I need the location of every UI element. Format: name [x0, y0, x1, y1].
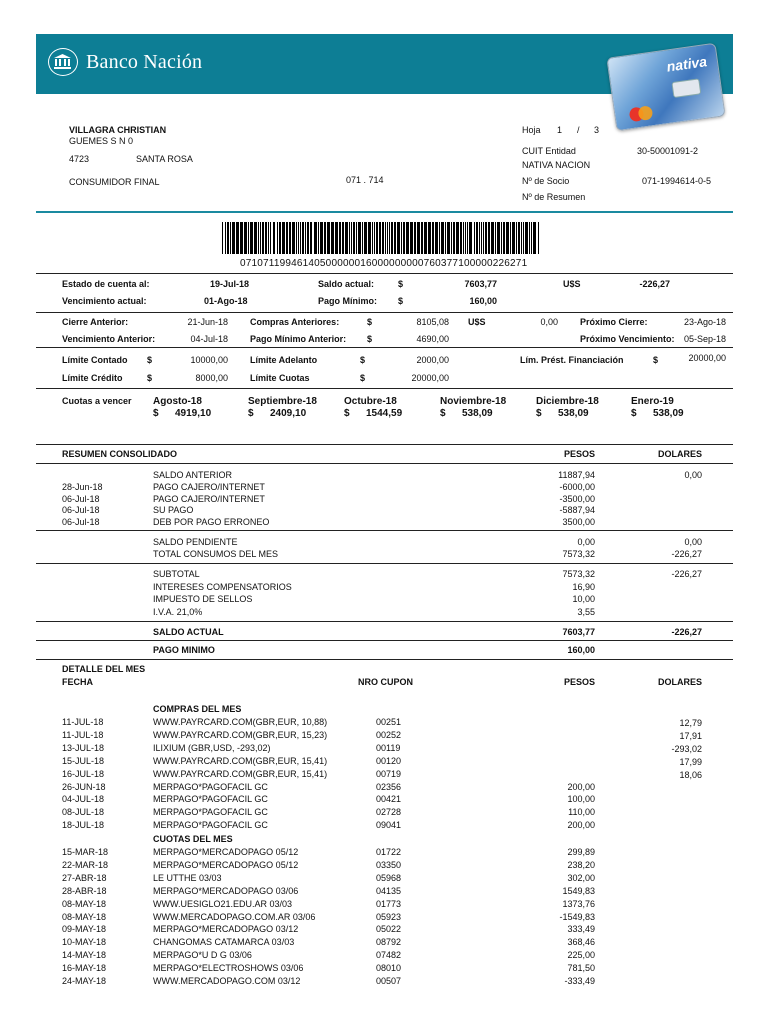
compras-ant-label: Compras Anteriores: [250, 317, 340, 327]
divider [36, 273, 733, 274]
saldo-cur: $ [398, 279, 404, 289]
cuota-month: Noviembre-18 [440, 396, 507, 407]
mastercard-icon [629, 105, 655, 122]
cuota-cupon: 01722 [376, 847, 402, 857]
sheet-total: 3 [594, 125, 600, 135]
prox-vto-value: 05-Sep-18 [683, 334, 726, 344]
cuota-date: 15-MAR-18 [62, 847, 109, 857]
compra-date: 16-JUL-18 [62, 768, 105, 779]
divider [36, 530, 733, 531]
credito-value: 8000,00 [195, 373, 228, 383]
resumen-row-desc: INTERESES COMPENSATORIOS [153, 581, 292, 592]
prest-cur: $ [653, 355, 659, 365]
cierre-ant-value: 21-Jun-18 [187, 317, 228, 327]
resumen-row-date: 06-Jul-18 [62, 493, 100, 504]
compra-desc: WWW.PAYRCARD.COM(GBR,EUR, 15,23) [153, 729, 328, 740]
cuota-date: 10-MAY-18 [62, 937, 107, 948]
resumen-row-pesos: 3500,00 [562, 517, 595, 528]
cuota-date: 22-MAR-18 [62, 859, 109, 870]
compra-desc: WWW.PAYRCARD.COM(GBR,EUR, 15,41) [153, 755, 328, 766]
resumen-title: RESUMEN CONSOLIDADO [62, 449, 178, 459]
usd-label: U$S [563, 279, 581, 289]
compra-desc: WWW.PAYRCARD.COM(GBR,EUR, 10,88) [153, 717, 328, 727]
compra-date: 04-JUL-18 [62, 794, 105, 805]
header-banner [36, 34, 733, 94]
resumen-row-desc: SU PAGO [153, 505, 194, 516]
cuota-cupon: 07482 [376, 950, 402, 961]
cuota-amount: 538,09 [558, 408, 589, 419]
cuota-amount: 2409,10 [270, 408, 307, 419]
cuit-label: CUIT Entidad [522, 146, 576, 156]
estado-value: 19-Jul-18 [210, 279, 250, 289]
cuota-desc: WWW.MERCADOPAGO.COM 03/12 [153, 976, 301, 986]
divider [36, 659, 733, 660]
cuota-desc: LE UTTHE 03/03 [153, 872, 222, 883]
pago-minimo-pesos: 160,00 [567, 645, 595, 655]
compra-date: 13-JUL-18 [62, 742, 105, 753]
pago-minimo-label: PAGO MINIMO [153, 645, 215, 655]
cuota-pesos: 333,49 [567, 924, 595, 935]
cuota-pesos: -1549,83 [559, 911, 595, 922]
compras-ant-cur: $ [367, 317, 373, 327]
cuota-pesos: 302,00 [567, 872, 595, 883]
socio-label: Nº de Socio [522, 176, 570, 186]
resumen-row-desc: SALDO PENDIENTE [153, 537, 238, 547]
vto-ant-label: Vencimiento Anterior: [62, 334, 156, 344]
cuota-amount: 538,09 [653, 408, 684, 419]
resumen-row-desc: TOTAL CONSUMOS DEL MES [153, 548, 279, 559]
resumen-row-desc: SALDO ANTERIOR [153, 470, 233, 480]
saldo-value: 7603,77 [464, 279, 497, 289]
cuota-currency: $ [153, 408, 159, 419]
compra-date: 26-JUN-18 [62, 781, 106, 792]
cuota-month: Agosto-18 [153, 396, 202, 407]
cierre-ant-label: Cierre Anterior: [62, 317, 129, 327]
saldo-actual-dolares: -226,27 [671, 627, 702, 637]
cuota-desc: CHANGOMAS CATAMARCA 03/03 [153, 937, 295, 948]
cuotas-title: CUOTAS DEL MES [153, 834, 233, 844]
contado-cur: $ [147, 355, 153, 365]
bank-name: Banco Nación [86, 51, 203, 73]
resumen-row-desc: I.V.A. 21,0% [153, 606, 203, 617]
divider [36, 463, 733, 464]
compras-title: COMPRAS DEL MES [153, 704, 242, 714]
resumen-row-date: 06-Jul-18 [62, 517, 100, 528]
divider [36, 312, 733, 313]
resumen-row-dolares: -226,27 [671, 548, 702, 559]
cuota-pesos: 299,89 [567, 847, 595, 857]
compra-cupon: 00120 [376, 755, 402, 766]
compra-pesos: 200,00 [567, 781, 595, 792]
resumen-row-desc: SUBTOTAL [153, 569, 200, 579]
resumen-row-desc: PAGO CAJERO/INTERNET [153, 481, 265, 492]
vto-value: 01-Ago-18 [204, 296, 248, 306]
resumen-row-desc: IMPUESTO DE SELLOS [153, 594, 253, 604]
contado-label: Límite Contado [62, 355, 128, 365]
compras-usd-value: 0,00 [540, 317, 558, 327]
resumen-row-pesos: 0,00 [577, 537, 595, 547]
cuota-cupon: 08010 [376, 963, 402, 974]
resumen-row-pesos: 16,90 [572, 581, 595, 592]
divider [36, 621, 733, 622]
resumen-row-date: 28-Jun-18 [62, 481, 103, 492]
divider [36, 640, 733, 641]
compra-dolares: 12,79 [679, 718, 702, 728]
compra-pesos: 200,00 [567, 820, 595, 831]
cuota-month: Octubre-18 [344, 396, 397, 407]
accent-divider [36, 211, 733, 213]
compra-desc: WWW.PAYRCARD.COM(GBR,EUR, 15,41) [153, 768, 328, 779]
estado-label: Estado de cuenta al: [62, 279, 150, 289]
compra-date: 08-JUL-18 [62, 807, 105, 818]
tax-condition: CONSUMIDOR FINAL [69, 177, 160, 187]
compra-cupon: 00252 [376, 729, 402, 740]
compra-desc: MERPAGO*PAGOFACIL GC [153, 807, 268, 818]
resumen-dolares-label: DOLARES [657, 449, 702, 459]
cuota-pesos: -333,49 [564, 976, 595, 986]
cuota-currency: $ [248, 408, 254, 419]
credito-label: Límite Crédito [62, 373, 123, 383]
resumen-row-pesos: -5887,94 [559, 505, 595, 516]
adelanto-cur: $ [360, 355, 366, 365]
resumen-pesos-label: PESOS [563, 449, 595, 459]
cuota-month: Enero-19 [631, 396, 674, 407]
cuota-cupon: 03350 [376, 859, 402, 870]
compra-cupon: 00119 [376, 742, 401, 753]
cuota-pesos: 238,20 [567, 859, 595, 870]
cuota-currency: $ [344, 408, 350, 419]
card-brand: nativa [665, 53, 708, 75]
compra-dolares: 17,91 [679, 730, 702, 741]
cuota-cupon: 05022 [376, 924, 402, 935]
cuota-amount: 538,09 [462, 408, 493, 419]
cuota-month: Septiembre-18 [248, 396, 317, 407]
sheet-sep: / [577, 125, 580, 135]
compras-usd-label: U$S [468, 317, 486, 327]
cuota-currency: $ [631, 408, 637, 419]
usd-value: -226,27 [639, 279, 670, 289]
compra-desc: ILIXIUM (GBR,USD, -293,02) [153, 742, 271, 753]
compra-dolares: 18,06 [679, 769, 702, 780]
compra-cupon: 00251 [376, 717, 402, 727]
saldo-actual-pesos: 7603,77 [562, 627, 595, 637]
cuota-cupon: 00507 [376, 976, 402, 986]
prox-cierre-value: 23-Ago-18 [683, 317, 726, 327]
cuota-cupon: 05968 [376, 872, 402, 883]
compra-dolares: -293,02 [671, 743, 702, 754]
resumen-row-dolares: 0,00 [684, 470, 702, 480]
pmin-ant-cur: $ [367, 334, 373, 344]
prest-label: Lím. Prést. Financiación [520, 355, 624, 365]
cuota-cupon: 04135 [376, 885, 402, 896]
prox-vto-label: Próximo Vencimiento: [580, 334, 675, 344]
compra-desc: MERPAGO*PAGOFACIL GC [153, 781, 268, 792]
cuota-date: 08-MAY-18 [62, 911, 107, 922]
vto-label: Vencimiento actual: [62, 296, 147, 306]
cuotas-limit-label: Límite Cuotas [250, 373, 310, 383]
cuota-amount: 1544,59 [366, 408, 403, 419]
resumen-row-date: 06-Jul-18 [62, 505, 100, 516]
cuota-currency: $ [440, 408, 446, 419]
sheet-page: 1 [557, 125, 563, 135]
adelanto-value: 2000,00 [416, 355, 449, 365]
saldo-actual-label: SALDO ACTUAL [153, 627, 224, 637]
resumen-row-pesos: 7573,32 [562, 548, 595, 559]
cuota-desc: WWW.UESIGLO21.EDU.AR 03/03 [153, 898, 293, 909]
compra-pesos: 100,00 [567, 794, 595, 805]
customer-postal-code: 4723 [69, 154, 90, 164]
cupon-header: NRO CUPON [358, 677, 414, 687]
barcode-image [222, 222, 540, 254]
compra-desc: MERPAGO*PAGOFACIL GC [153, 794, 268, 805]
resumen-row-pesos: 7573,32 [562, 569, 595, 579]
vto-ant-value: 04-Jul-18 [190, 334, 228, 344]
customer-city: SANTA ROSA [136, 154, 193, 164]
branch-code: 071 . 714 [346, 175, 384, 185]
resumen-row-pesos: 10,00 [572, 594, 595, 604]
compra-cupon: 00719 [376, 768, 402, 779]
cuota-pesos: 1549,83 [562, 885, 595, 896]
divider [36, 563, 733, 564]
cuotas-vencer-label: Cuotas a vencer [62, 396, 132, 406]
compra-cupon: 02356 [376, 781, 402, 792]
cuota-date: 16-MAY-18 [62, 963, 107, 974]
cuota-desc: MERPAGO*MERCADOPAGO 03/12 [153, 924, 299, 935]
cuota-date: 09-MAY-18 [62, 924, 107, 935]
cuota-desc: MERPAGO*MERCADOPAGO 05/12 [153, 859, 299, 870]
resumen-row-pesos: -6000,00 [559, 481, 595, 492]
credito-cur: $ [147, 373, 153, 383]
divider [36, 388, 733, 389]
cuotas-limit-value: 20000,00 [411, 373, 449, 383]
cuota-pesos: 781,50 [567, 963, 595, 974]
bank-building-icon [48, 48, 78, 76]
detalle-dolares-header: DOLARES [657, 677, 702, 687]
cuota-date: 14-MAY-18 [62, 950, 107, 961]
resumen-row-pesos: -3500,00 [559, 493, 595, 504]
compra-pesos: 110,00 [568, 807, 595, 818]
card-chip-icon [671, 78, 701, 98]
cuota-date: 24-MAY-18 [62, 976, 107, 986]
resumen-row-pesos: 11887,94 [558, 470, 595, 480]
entity-name: NATIVA NACION [522, 160, 591, 170]
contado-value: 10000,00 [190, 355, 228, 365]
barcode-number: 0710711994614050000001600000000076037710000022627​1 [240, 258, 528, 269]
cuota-pesos: 368,46 [567, 937, 595, 948]
cuit-value: 30-50001091-2 [637, 146, 699, 156]
compra-date: 15-JUL-18 [62, 755, 105, 766]
compra-cupon: 09041 [376, 820, 402, 831]
customer-address: GUEMES S N 0 [69, 136, 134, 146]
resumen-row-dolares: 0,00 [684, 537, 702, 547]
cuota-date: 28-ABR-18 [62, 885, 107, 896]
compra-cupon: 02728 [376, 807, 402, 818]
cuota-date: 08-MAY-18 [62, 898, 107, 909]
resumen-label: Nº de Resumen [522, 192, 586, 202]
resumen-row-desc: DEB POR PAGO ERRONEO [153, 517, 270, 528]
pmin-value: 160,00 [469, 296, 497, 306]
pmin-cur: $ [398, 296, 404, 306]
sheet-label: Hoja [522, 125, 541, 135]
cuota-pesos: 225,00 [567, 950, 595, 961]
divider [36, 444, 733, 445]
compra-date: 11-JUL-18 [62, 717, 104, 727]
cuota-cupon: 05923 [376, 911, 402, 922]
cuota-desc: MERPAGO*U D G 03/06 [153, 950, 252, 961]
detalle-title: DETALLE DEL MES [62, 664, 146, 674]
resumen-row-desc: PAGO CAJERO/INTERNET [153, 493, 265, 504]
customer-name: VILLAGRA CHRISTIAN [69, 125, 167, 135]
pmin-ant-label: Pago Mínimo Anterior: [250, 334, 347, 344]
pmin-label: Pago Mínimo: [318, 296, 377, 306]
cuota-amount: 4919,10 [175, 408, 212, 419]
compra-date: 11-JUL-18 [62, 729, 104, 740]
pmin-ant-value: 4690,00 [416, 334, 449, 344]
compras-ant-value: 8105,08 [416, 317, 449, 327]
compra-date: 18-JUL-18 [62, 820, 105, 831]
credit-card-image [606, 43, 725, 132]
prox-cierre-label: Próximo Cierre: [580, 317, 648, 327]
prest-value: 20000,00 [688, 353, 726, 363]
compra-desc: MERPAGO*PAGOFACIL GC [153, 820, 268, 831]
cuota-currency: $ [536, 408, 542, 419]
saldo-label: Saldo actual: [318, 279, 375, 289]
cuota-cupon: 08792 [376, 937, 402, 948]
resumen-row-dolares: -226,27 [671, 569, 702, 579]
resumen-row-pesos: 3,55 [577, 606, 595, 617]
compra-dolares: 17,99 [679, 756, 702, 767]
cuota-pesos: 1373,76 [562, 898, 595, 909]
adelanto-label: Límite Adelanto [250, 355, 318, 365]
socio-value: 071-1994614-0-5 [642, 176, 712, 186]
cuota-desc: MERPAGO*MERCADOPAGO 05/12 [153, 847, 299, 857]
fecha-header: FECHA [62, 677, 93, 687]
compra-cupon: 00421 [376, 794, 402, 805]
cuota-desc: MERPAGO*MERCADOPAGO 03/06 [153, 885, 299, 896]
cuota-cupon: 01773 [376, 898, 402, 909]
cuota-date: 27-ABR-18 [62, 872, 107, 883]
divider [36, 347, 733, 348]
cuota-desc: MERPAGO*ELECTROSHOWS 03/06 [153, 963, 304, 974]
cuota-desc: WWW.MERCADOPAGO.COM.AR 03/06 [153, 911, 316, 922]
cuota-month: Diciembre-18 [536, 396, 599, 407]
cuotas-limit-cur: $ [360, 373, 366, 383]
detalle-pesos-header: PESOS [563, 677, 595, 687]
